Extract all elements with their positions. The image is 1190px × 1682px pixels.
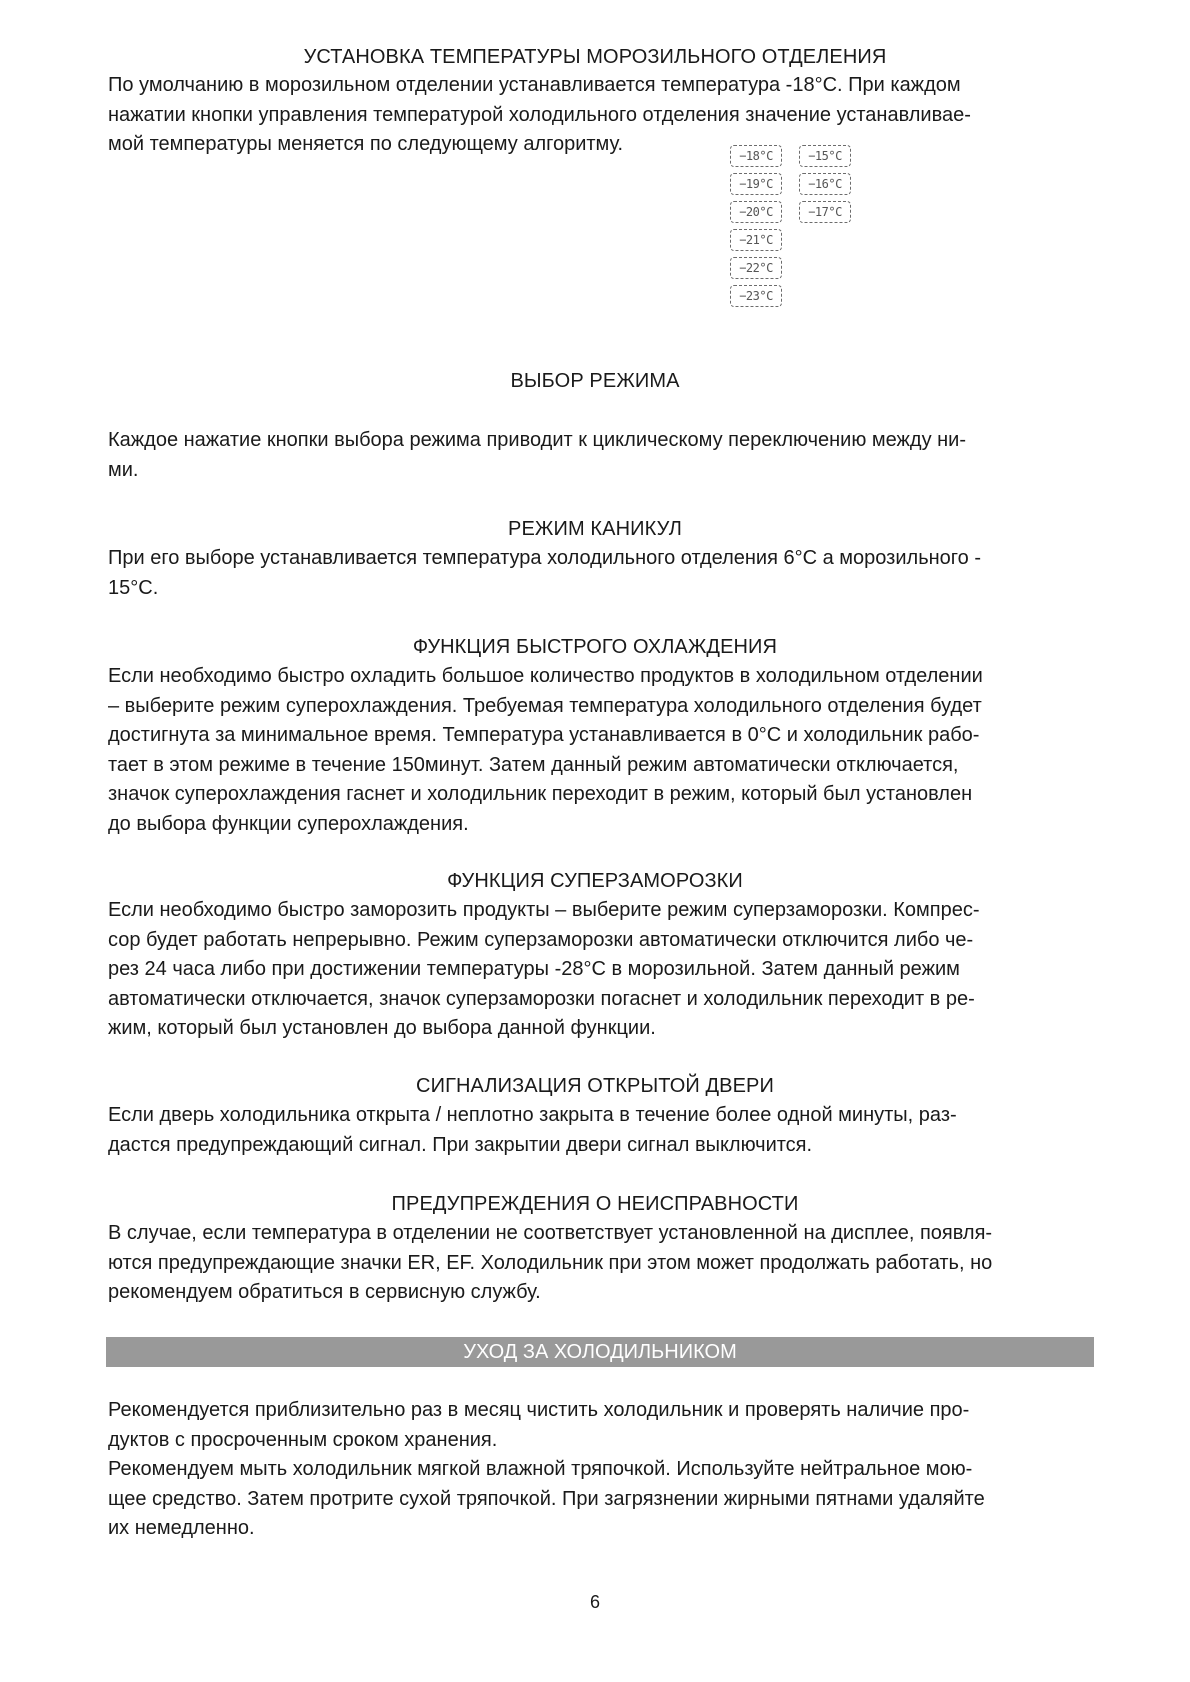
paragraph-line: ми. [108, 458, 139, 481]
paragraph-line: 15°C. [108, 576, 159, 599]
paragraph-line: Рекомендуем мыть холодильник мягкой влажной тряпочкой. Используйте нейтральное мою- [108, 1458, 973, 1480]
page-number: 6 [589, 1592, 600, 1612]
vacation-paragraph [108, 544, 1092, 603]
paragraph-line: до выбора функции суперохлаждения. [108, 812, 469, 835]
paragraph-line: тает в этом режиме в течение 150минут. Затем данный режим автоматически отключается, [108, 753, 959, 776]
temp-display-box: −23°C [730, 285, 782, 307]
paragraph-line: автоматически отключается, значок суперзаморозки погаснет и холодильник переходит в ре- [108, 987, 975, 1010]
paragraph-line: дастся предупреждающий сигнал. При закрытии двери сигнал выключится. [108, 1133, 813, 1156]
paragraph-line: рекомендуем обратиться в сервисную службу. [108, 1281, 541, 1303]
fastcool-section-title: ФУНКЦИЯ БЫСТРОГО ОХЛАЖДЕНИЯ [412, 636, 778, 658]
paragraph-line: жим, который был установлен до выбора данной функции. [108, 1017, 656, 1039]
temp-display-box: −15°C [799, 145, 851, 167]
fastcool-paragraph [108, 662, 1092, 839]
paragraph-line: Если необходимо быстро заморозить продукты – выберите режим суперзаморозки. Компрес- [108, 899, 980, 921]
temp-display-box: −19°C [730, 173, 782, 195]
temp-display-box: −18°C [730, 145, 782, 167]
care-paragraph [108, 1396, 1092, 1544]
paragraph-line: их немедленно. [108, 1517, 255, 1539]
paragraph-line: Рекомендуется приблизительно раз в месяц чистить холодильник и проверять наличие про- [108, 1399, 970, 1421]
paragraph-line: дуктов с просроченным сроком хранения. [108, 1428, 498, 1451]
temp-display-box: −22°C [730, 257, 782, 279]
paragraph-line: мой температуры меняется по следующему алгоритму. [108, 133, 624, 155]
temp-display-box: −20°C [730, 201, 782, 223]
temperature-sequence-diagram [730, 145, 860, 315]
mode-section-title: ВЫБОР РЕЖИМА [510, 370, 680, 392]
paragraph-line: достигнута за минимальное время. Температура устанавливается в 0°C и холодильник рабо- [108, 724, 980, 746]
vacation-section-title: РЕЖИМ КАНИКУЛ [508, 518, 682, 540]
door-section-title: СИГНАЛИЗАЦИЯ ОТКРЫТОЙ ДВЕРИ [416, 1075, 774, 1097]
temp-display-box: −16°C [799, 173, 851, 195]
paragraph-line: значок суперохлаждения гаснет и холодильник переходит в режим, который был установлен [108, 783, 973, 805]
paragraph-line: По умолчанию в морозильном отделении устанавливается температура -18°C. При каждом [108, 74, 961, 96]
paragraph-line: Каждое нажатие кнопки выбора режима приводит к циклическому переключению между ни- [108, 429, 967, 451]
temp-display-box: −21°C [730, 229, 782, 251]
paragraph-line: рез 24 часа либо при достижении температуры -28°C в морозильной. Затем данный режим [108, 958, 960, 980]
freezer-section-title: УСТАНОВКА ТЕМПЕРАТУРЫ МОРОЗИЛЬНОГО ОТДЕЛЕНИЯ [303, 46, 887, 68]
paragraph-line: В случае, если температура в отделении не соответствует установленной на дисплее, появля- [108, 1222, 993, 1244]
mode-paragraph [108, 426, 1092, 485]
freezer-paragraph [108, 71, 1092, 160]
care-section-header-bar: УХОД ЗА ХОЛОДИЛЬНИКОМ [106, 1337, 1094, 1367]
superfreeze-section-title: ФУНКЦИЯ СУПЕРЗАМОРОЗКИ [447, 870, 743, 892]
paragraph-line: ются предупреждающие значки ER, EF. Холодильник при этом может продолжать работать, но [108, 1251, 993, 1274]
superfreeze-paragraph [108, 896, 1092, 1044]
faults-section-title: ПРЕДУПРЕЖДЕНИЯ О НЕИСПРАВНОСТИ [391, 1193, 799, 1215]
paragraph-line: щее средство. Затем протрите сухой тряпочкой. При загрязнении жирными пятнами удаляйте [108, 1487, 985, 1510]
temp-display-box: −17°C [799, 201, 851, 223]
door-paragraph [108, 1101, 1092, 1160]
paragraph-line: нажатии кнопки управления температурой холодильного отделения значение устанавливае- [108, 103, 971, 126]
paragraph-line: сор будет работать непрерывно. Режим суперзаморозки автоматически отключится либо че- [108, 928, 974, 951]
faults-paragraph [108, 1219, 1092, 1308]
paragraph-line: Если необходимо быстро охладить большое количество продуктов в холодильном отделении [108, 665, 983, 687]
paragraph-line: Если дверь холодильника открыта / неплотно закрыта в течение более одной минуты, раз- [108, 1104, 957, 1126]
paragraph-line: При его выборе устанавливается температура холодильного отделения 6°C а морозильного - [108, 547, 981, 569]
paragraph-line: – выберите режим суперохлаждения. Требуемая температура холодильного отделения будет [108, 694, 982, 717]
